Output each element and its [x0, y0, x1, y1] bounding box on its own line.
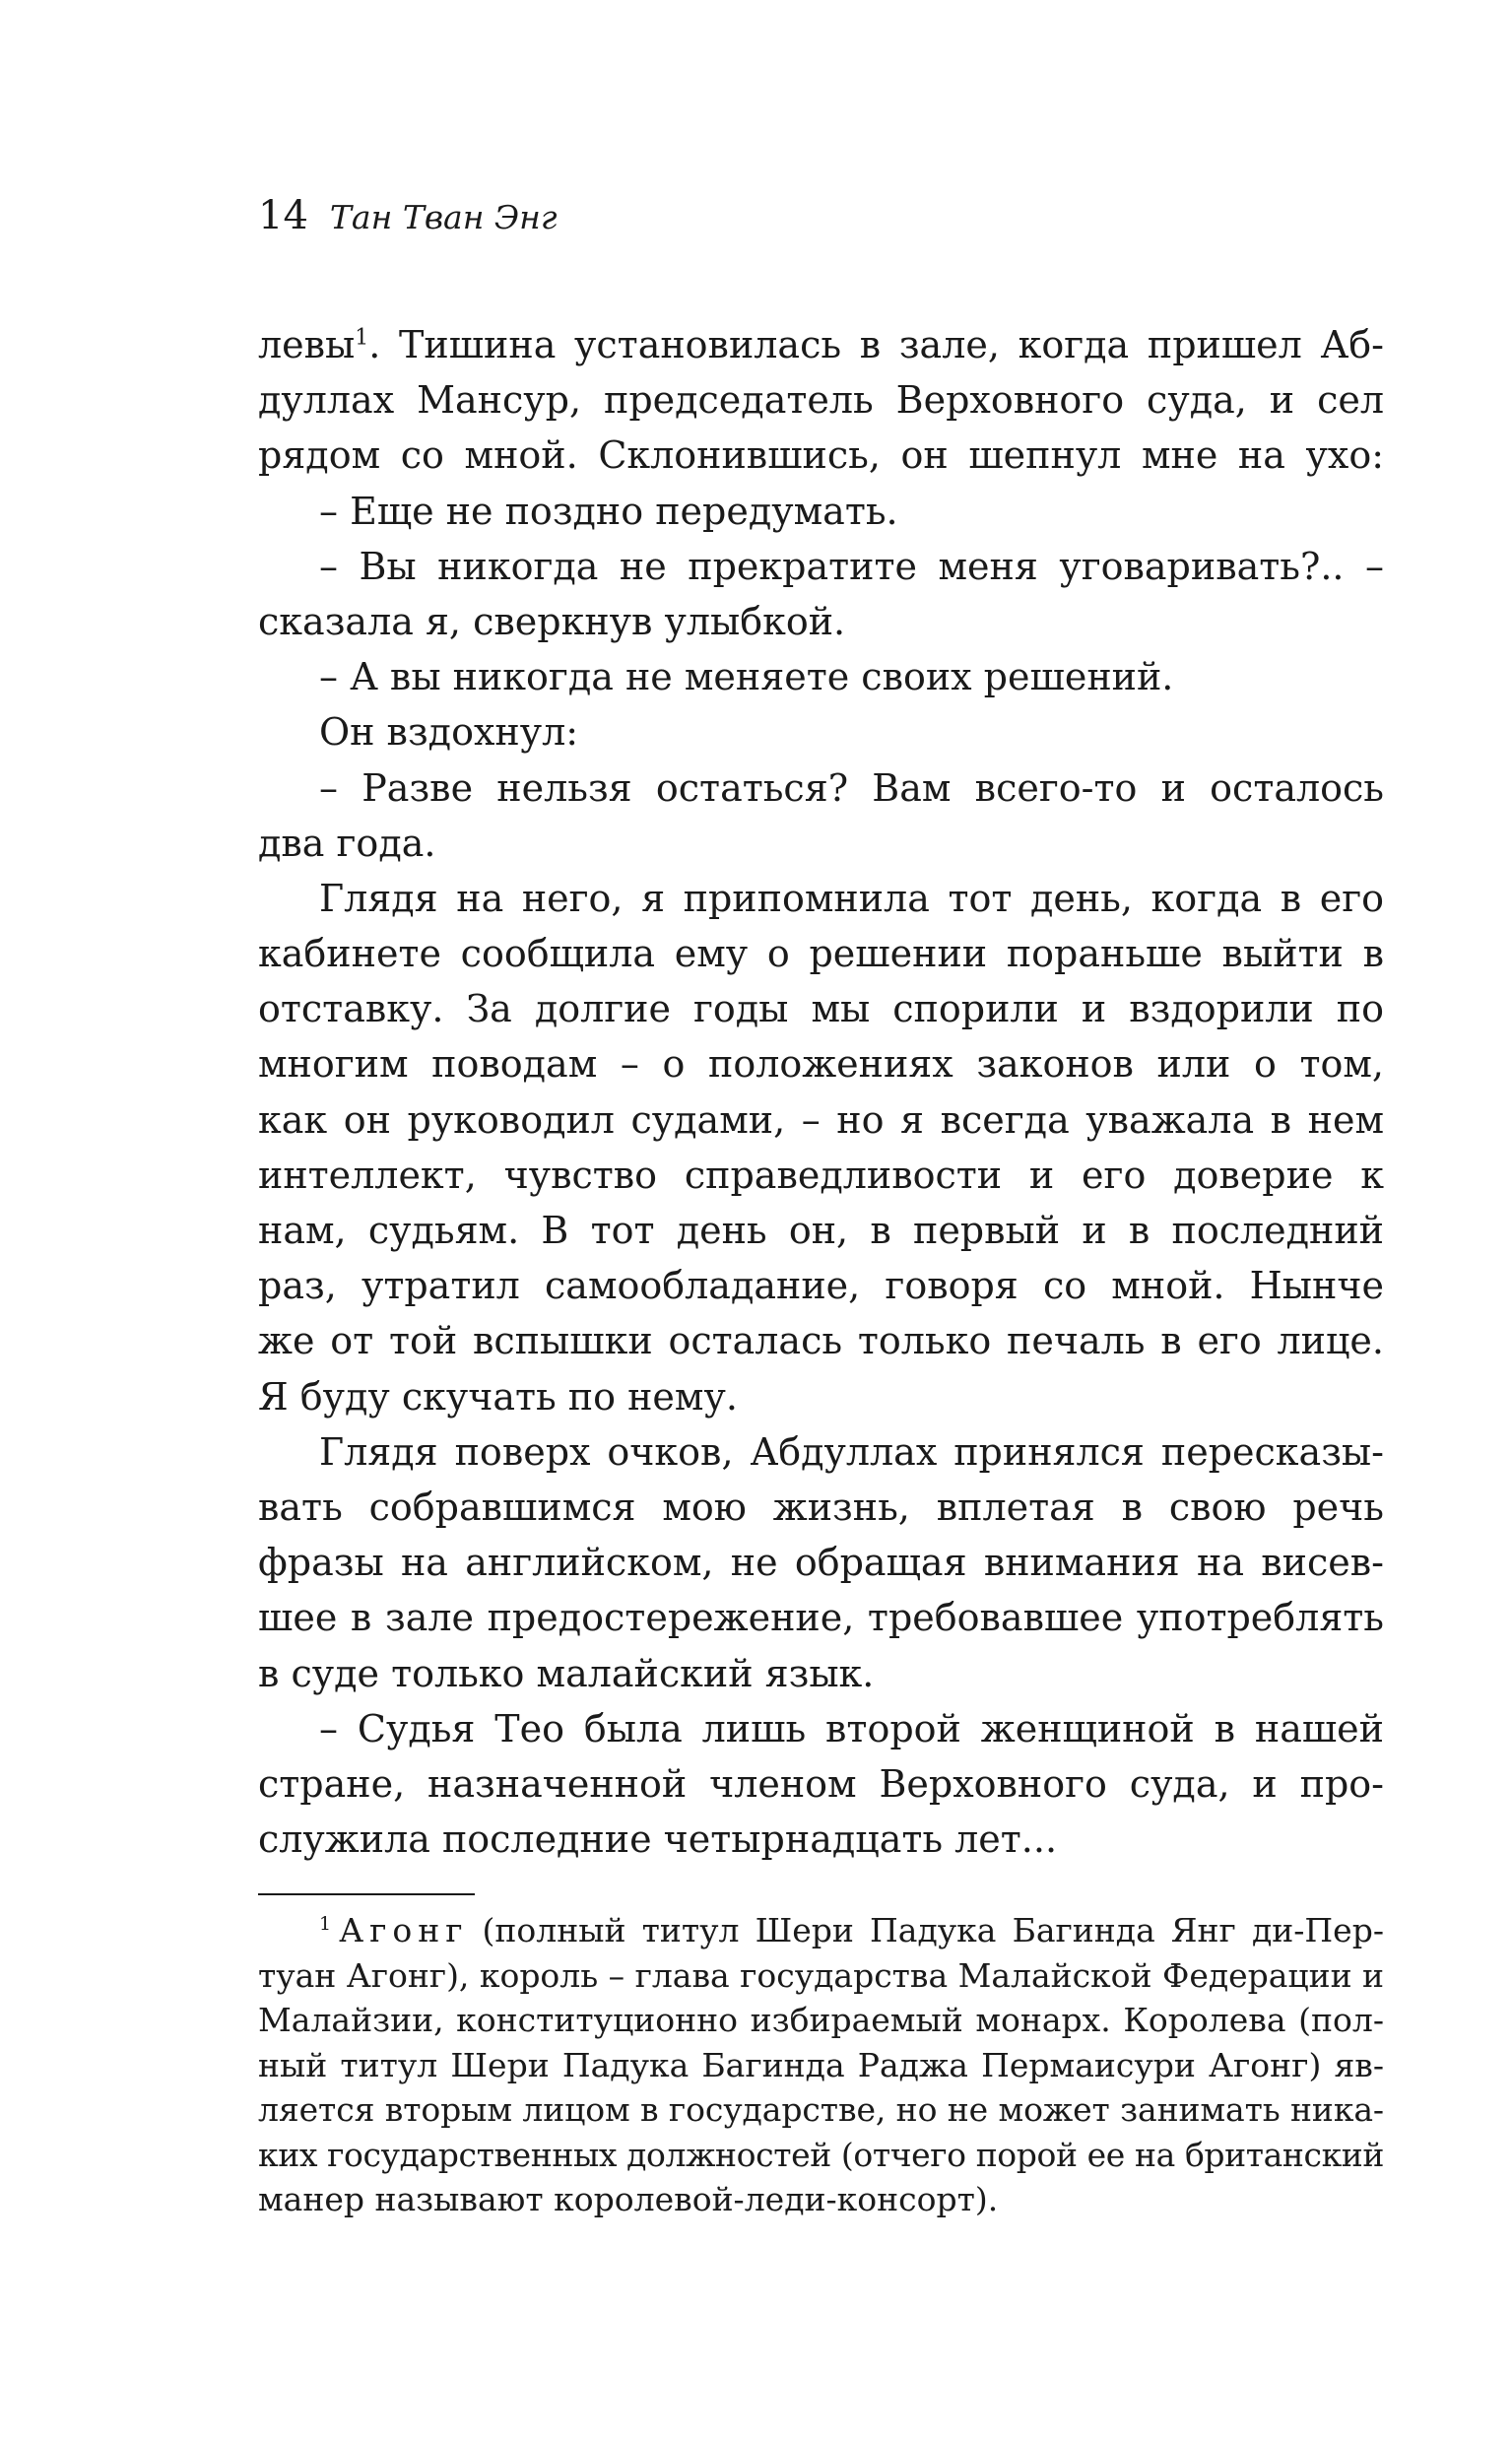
text-line: интеллект, чувство справедливости и его доверие к — [258, 1153, 1384, 1197]
text-line: фразы на английском, не обращая внимания на висев- — [258, 1541, 1384, 1585]
text-line: нам, судьям. В тот день он, в первый и в последний — [258, 1209, 1384, 1252]
text-line: – Судья Тео была лишь второй женщиной в нашей — [319, 1706, 1384, 1750]
footnote-line: ный титул Шери Падука Багинда Раджа Пермаисури Агонг) яв- — [258, 2045, 1384, 2084]
text-line: вать собравшимся мою жизнь, вплетая в свою речь — [258, 1485, 1384, 1529]
footnote-divider — [258, 1893, 475, 1895]
page-number: 14 — [258, 193, 308, 238]
body-text — [258, 317, 1384, 1867]
text-line: отставку. За долгие годы мы спорили и вздорили по — [258, 987, 1384, 1031]
footnote-line: туан Агонг), король – глава государства Малайской Федерации и — [258, 1955, 1384, 1995]
footnote — [258, 1908, 1384, 2222]
text-line: как он руководил судами, – но я всегда уважала в нем — [258, 1097, 1384, 1142]
text-line: Глядя поверх очков, Абдуллах принялся пересказы- — [319, 1429, 1384, 1474]
footnote-marker: 1 — [319, 1913, 332, 1935]
text-line — [258, 317, 1384, 372]
running-head — [258, 193, 558, 238]
text-line: рядом со мной. Склонившись, он шепнул мне на ухо: — [258, 433, 1384, 478]
text-line: два года. — [258, 821, 436, 865]
running-title: Тан Тван Энг — [329, 198, 558, 236]
text-line: в суде только малайский язык. — [258, 1651, 875, 1695]
footnote-line: ких государственных должностей (отчего порой ее на британский — [258, 2135, 1384, 2174]
text-line: стране, назначенной членом Верховного суда, и про- — [258, 1761, 1384, 1806]
text-line: – А вы никогда не меняете своих решений. — [319, 655, 1174, 699]
footnote-line: Малайзии, конституционно избираемый монарх. Королева (пол- — [258, 2001, 1384, 2039]
text-line: Я буду скучать по нему. — [258, 1374, 738, 1419]
text-line: Глядя на него, я припомнила тот день, когда в его — [319, 876, 1384, 920]
text-fragment: . Тишина установилась в зале, когда пришел Аб- — [368, 323, 1384, 366]
text-line: – Вы никогда не прекратите меня уговаривать?.. – — [319, 544, 1384, 588]
text-line: кабинете сообщила ему о решении пораньше выйти в — [258, 932, 1384, 976]
footnote-line: ляется вторым лицом в государстве, но не может занимать ника- — [258, 2090, 1384, 2129]
text-line: Он вздохнул: — [319, 710, 579, 755]
text-line: многим поводам – о положениях законов или о том, — [258, 1042, 1384, 1087]
text-line: раз, утратил самообладание, говоря со мной. Нынче — [258, 1264, 1384, 1308]
text-line: дуллах Мансур, председатель Верховного суда, и сел — [258, 378, 1384, 423]
text-line: же от той вспышки осталась только печаль в его лице. — [258, 1319, 1384, 1363]
text-fragment: левы — [258, 323, 356, 366]
footnote-reference: 1 — [355, 325, 369, 351]
text-line: служила последние четырнадцать лет... — [258, 1817, 1058, 1862]
footnote-line: манер называют королевой-леди-консорт). — [258, 2180, 999, 2218]
text-line: шее в зале предостережение, требовавшее употреблять — [258, 1596, 1384, 1640]
text-line: сказала я, сверкнув улыбкой. — [258, 599, 846, 643]
footnote-term: Агонг — [339, 1911, 469, 1949]
text-line: – Еще не поздно передумать. — [319, 489, 898, 533]
text-line: – Разве нельзя остаться? Вам всего-то и осталось — [319, 765, 1384, 810]
footnote-text: (полный титул Шери Падука Багинда Янг ди-Пер- — [482, 1911, 1384, 1949]
footnote-line — [258, 1908, 1384, 1953]
